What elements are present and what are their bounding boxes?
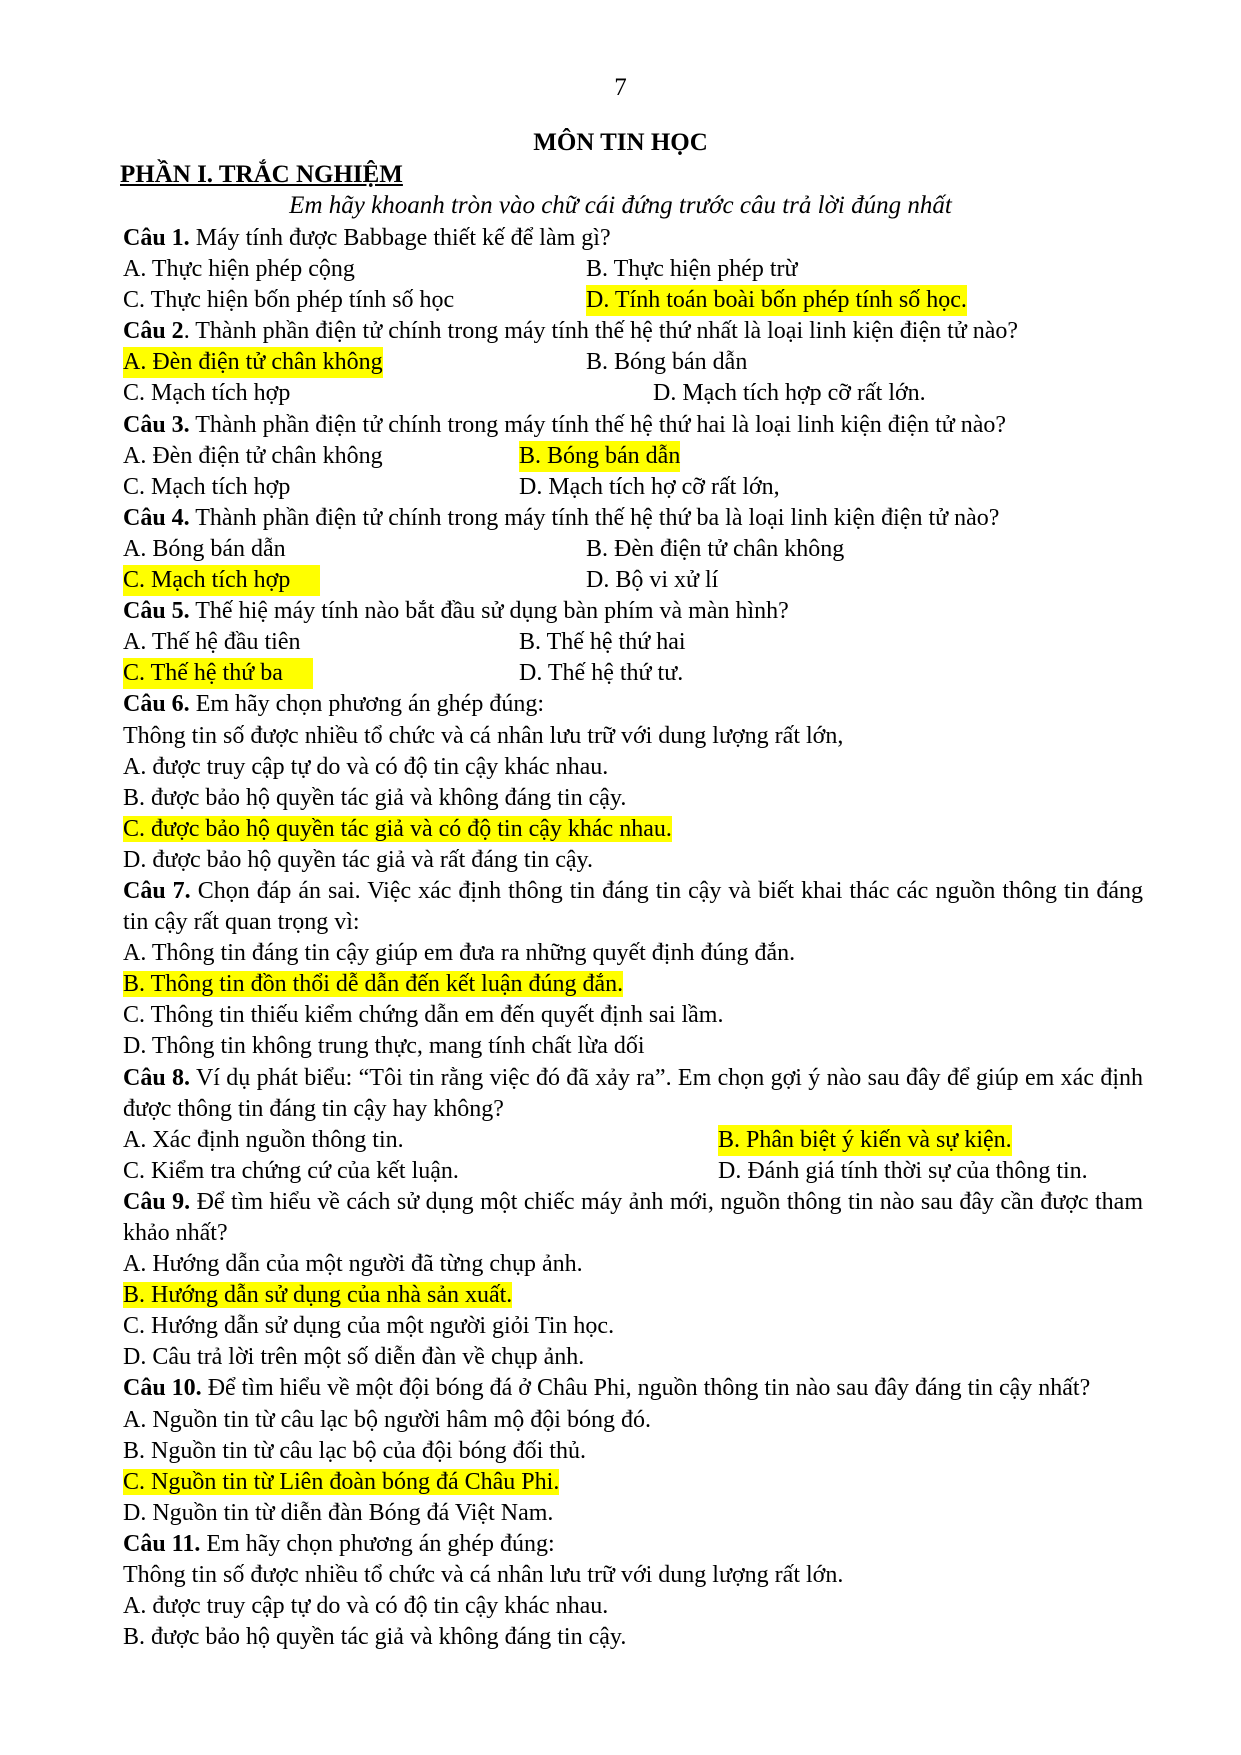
question-10 <box>123 1373 1143 1404</box>
option-b: B. Thực hiện phép trừ <box>586 256 798 283</box>
option-row <box>123 1156 1143 1187</box>
option-b-correct: B. Bóng bán dẫn <box>519 441 680 472</box>
question-text: Ví dụ phát biểu: “Tôi tin rằng việc đó đã xảy ra”. Em chọn gợi ý nào sau đây để giúp em xác định được thông tin đáng tin cậy hay không? <box>123 1064 1143 1122</box>
option-row <box>123 441 1143 472</box>
option-row <box>123 1125 1143 1156</box>
question-9 <box>123 1187 1143 1249</box>
question-text: Thế hiệ máy tính nào bắt đầu sử dụng bàn phím và màn hình? <box>189 598 789 625</box>
option-c: C. Hướng dẫn sử dụng của một người giỏi Tin học. <box>123 1313 615 1340</box>
subject-title: MÔN TIN HỌC <box>533 129 708 156</box>
option-d: D. Đánh giá tính thời sự của thông tin. <box>718 1157 1088 1184</box>
question-text: Thành phần điện tử chính trong máy tính thế hệ thứ hai là loại linh kiện điện tử nào? <box>189 411 1007 438</box>
option-row <box>123 565 1143 596</box>
question-label: Câu 7. <box>123 877 191 904</box>
option-c-correct: C. Thế hệ thứ ba <box>123 658 313 689</box>
question-text: Thành phần điện tử chính trong máy tính thế hệ thứ ba là loại linh kiện điện tử nào? <box>189 504 1000 531</box>
question-label: Câu 11. <box>123 1530 201 1557</box>
question-stem: Thông tin số được nhiều tổ chức và cá nhân lưu trữ với dung lượng rất lớn, <box>123 722 844 749</box>
question-label: Câu 8. <box>123 1064 191 1091</box>
option-a: A. Nguồn tin từ câu lạc bộ người hâm mộ đội bóng đó. <box>123 1406 651 1433</box>
option-row <box>123 347 1143 378</box>
option-a: A. Thực hiện phép cộng <box>123 256 355 283</box>
option-a-correct: A. Đèn điện tử chân không <box>123 347 383 378</box>
option-c-correct: C. Nguồn tin từ Liên đoàn bóng đá Châu Phi. <box>123 1468 560 1495</box>
option-c: C. Mạch tích hợp <box>123 380 291 407</box>
option-row <box>123 254 1143 285</box>
option-a: A. Đèn điện tử chân không <box>123 442 383 469</box>
question-1 <box>123 223 1143 254</box>
question-text: Em hãy chọn phương án ghép đúng: <box>200 1530 555 1557</box>
question-text: . Thành phần điện tử chính trong máy tính thế hệ thứ nhất là loại linh kiện điện tử nào? <box>183 318 1019 345</box>
question-11 <box>123 1529 1143 1560</box>
option-a: A. Bóng bán dẫn <box>123 535 286 562</box>
question-label: Câu 4. <box>123 504 190 531</box>
option-b-correct: B. Thông tin đồn thổi dễ dẫn đến kết luận đúng đắn. <box>123 971 624 998</box>
option-c-correct: C. được bảo hộ quyền tác giả và có độ tin cậy khác nhau. <box>123 815 672 842</box>
option-d: D. Thế hệ thứ tư. <box>519 660 684 687</box>
option-d: D. Bộ vi xử lí <box>586 567 719 594</box>
option-row <box>123 627 1143 658</box>
option-d: D. Câu trả lời trên một số diễn đàn về chụp ảnh. <box>123 1344 585 1371</box>
question-4 <box>123 503 1143 534</box>
question-text: Chọn đáp án sai. Việc xác định thông tin đáng tin cậy và biết khai thác các nguồn thông tin đáng tin cậy rất quan trọng vì: <box>123 877 1143 936</box>
question-text: Em hãy chọn phương án ghép đúng: <box>189 691 544 718</box>
option-c-correct: C. Mạch tích hợp <box>123 565 320 596</box>
option-b: B. Bóng bán dẫn <box>586 349 748 376</box>
option-c: C. Mạch tích hợp <box>123 473 291 500</box>
option-d: D. được bảo hộ quyền tác giả và rất đáng tin cậy. <box>123 846 593 873</box>
question-6 <box>123 689 1143 720</box>
question-label: Câu 2 <box>123 318 184 345</box>
page-number: 7 <box>614 74 627 101</box>
question-label: Câu 9. <box>123 1188 191 1215</box>
option-c: C. Kiểm tra chứng cứ của kết luận. <box>123 1157 459 1184</box>
option-row <box>123 658 1143 689</box>
option-c: C. Thực hiện bốn phép tính số học <box>123 287 455 314</box>
option-b: B. Đèn điện tử chân không <box>586 535 845 562</box>
question-3 <box>123 410 1143 441</box>
question-label: Câu 1. <box>123 225 190 251</box>
option-d-correct: D. Tính toán boài bốn phép tính số học. <box>586 285 967 316</box>
option-b: B. được bảo hộ quyền tác giả và không đáng tin cậy. <box>123 1624 627 1651</box>
option-a: A. Hướng dẫn của một người đã từng chụp ảnh. <box>123 1251 583 1278</box>
question-7 <box>123 876 1143 938</box>
option-a: A. Thế hệ đầu tiên <box>123 629 301 656</box>
question-2 <box>123 316 1143 347</box>
option-b: B. được bảo hộ quyền tác giả và không đáng tin cậy. <box>123 784 627 811</box>
question-label: Câu 10. <box>123 1375 202 1402</box>
option-a: A. Xác định nguồn thông tin. <box>123 1126 404 1153</box>
option-row <box>123 472 1143 503</box>
option-d: D. Mạch tích hợp cỡ rất lớn. <box>653 380 926 407</box>
question-stem: Thông tin số được nhiều tổ chức và cá nhân lưu trữ với dung lượng rất lớn. <box>123 1562 844 1589</box>
question-text: Máy tính được Babbage thiết kế để làm gì? <box>189 225 611 251</box>
part-title: PHẦN I. TRẮC NGHIỆM <box>120 161 403 188</box>
question-text: Để tìm hiểu về một đội bóng đá ở Châu Phi, nguồn thông tin nào sau đây đáng tin cậy nhất? <box>201 1375 1091 1402</box>
option-c: C. Thông tin thiếu kiểm chứng dẫn em đến quyết định sai lầm. <box>123 1002 724 1029</box>
option-b-correct: B. Hướng dẫn sử dụng của nhà sản xuất. <box>123 1282 513 1309</box>
option-a: A. được truy cập tự do và có độ tin cậy khác nhau. <box>123 753 609 780</box>
option-b: B. Nguồn tin từ câu lạc bộ của đội bóng đối thủ. <box>123 1437 586 1464</box>
question-label: Câu 5. <box>123 598 190 625</box>
question-5 <box>123 596 1143 627</box>
option-b-correct: B. Phân biệt ý kiến và sự kiện. <box>718 1125 1012 1156</box>
question-list <box>123 223 1143 1653</box>
option-row <box>123 534 1143 565</box>
question-text: Để tìm hiểu về cách sử dụng một chiếc máy ảnh mới, nguồn thông tin nào sau đây cần được tham khảo nhất? <box>123 1188 1143 1246</box>
option-row <box>123 378 1143 409</box>
option-a: A. được truy cập tự do và có độ tin cậy khác nhau. <box>123 1593 609 1620</box>
option-d: D. Nguồn tin từ diễn đàn Bóng đá Việt Nam. <box>123 1499 554 1526</box>
option-row <box>123 285 1143 316</box>
question-label: Câu 6. <box>123 691 190 718</box>
instruction: Em hãy khoanh tròn vào chữ cái đứng trước câu trả lời đúng nhất <box>289 192 952 219</box>
option-d: D. Thông tin không trung thực, mang tính chất lừa dối <box>123 1033 645 1060</box>
question-label: Câu 3. <box>123 411 190 438</box>
option-b: B. Thế hệ thứ hai <box>519 629 686 656</box>
option-a: A. Thông tin đáng tin cậy giúp em đưa ra những quyết định đúng đắn. <box>123 940 796 967</box>
option-d: D. Mạch tích hợ cỡ rất lớn, <box>519 473 780 500</box>
question-8 <box>123 1063 1143 1125</box>
